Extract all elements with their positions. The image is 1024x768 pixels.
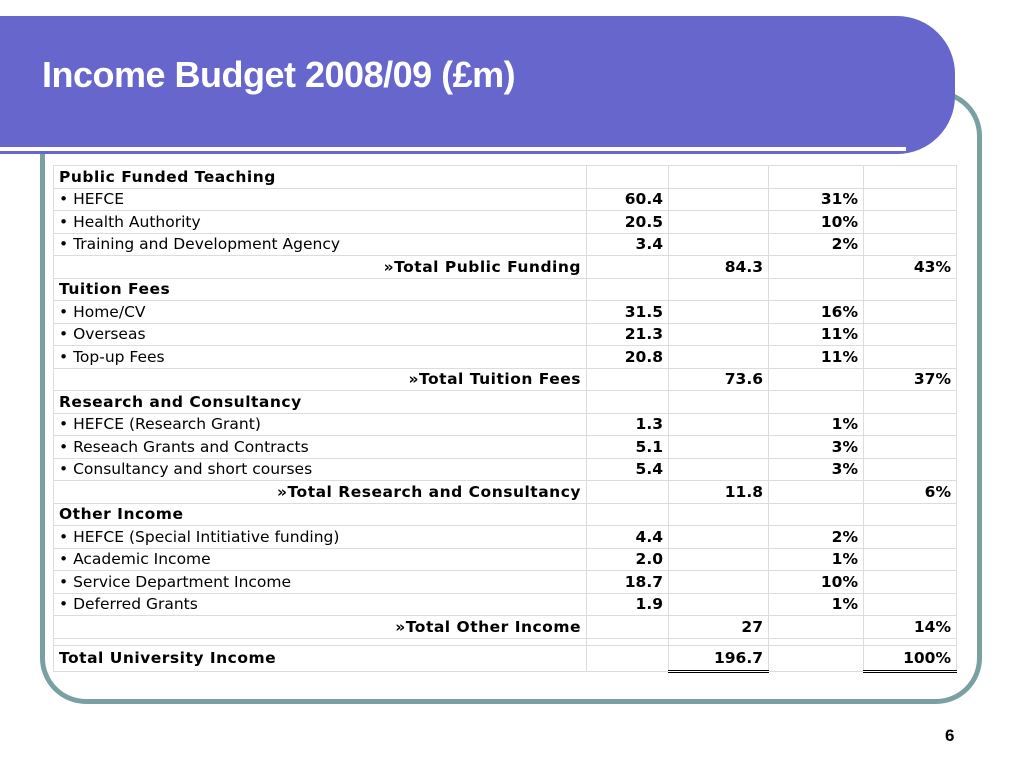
row-percent: 16%: [769, 301, 864, 324]
section-heading: Public Funded Teaching: [54, 166, 587, 189]
row-label: • Academic Income: [54, 548, 587, 571]
spacer-cell: [769, 638, 864, 645]
section-heading: Research and Consultancy: [54, 391, 587, 414]
empty-cell: [769, 503, 864, 526]
spacer-cell: [54, 638, 587, 645]
row-percent: 11%: [769, 323, 864, 346]
empty-cell: [864, 278, 957, 301]
empty-cell: [669, 323, 769, 346]
empty-cell: [769, 481, 864, 504]
subtotal-label: »Total Tuition Fees: [54, 368, 587, 391]
section-heading: Tuition Fees: [54, 278, 587, 301]
empty-cell: [669, 436, 769, 459]
row-value: 4.4: [587, 526, 669, 549]
empty-cell: [769, 278, 864, 301]
empty-cell: [587, 256, 669, 279]
empty-cell: [769, 616, 864, 639]
table-row: [54, 526, 957, 549]
empty-cell: [864, 548, 957, 571]
subtotal-percent: 14%: [864, 616, 957, 639]
subtotal-row: [54, 368, 957, 391]
row-label: • Top-up Fees: [54, 346, 587, 369]
empty-cell: [864, 413, 957, 436]
empty-cell: [587, 645, 669, 671]
empty-cell: [669, 503, 769, 526]
empty-cell: [864, 526, 957, 549]
empty-cell: [864, 301, 957, 324]
row-label: • Health Authority: [54, 211, 587, 234]
title-underline: [0, 147, 906, 151]
row-label: • HEFCE (Special Intitiative funding): [54, 526, 587, 549]
grand-total-percent: 100%: [864, 645, 957, 671]
row-percent: 1%: [769, 593, 864, 616]
subtotal-percent: 43%: [864, 256, 957, 279]
empty-cell: [669, 571, 769, 594]
row-percent: 3%: [769, 436, 864, 459]
table-row: [54, 458, 957, 481]
empty-cell: [864, 391, 957, 414]
grand-total-row: [54, 645, 957, 671]
row-value: 2.0: [587, 548, 669, 571]
row-value: 3.4: [587, 233, 669, 256]
empty-cell: [669, 211, 769, 234]
empty-cell: [769, 256, 864, 279]
empty-cell: [587, 481, 669, 504]
empty-cell: [864, 436, 957, 459]
row-value: 5.1: [587, 436, 669, 459]
row-value: 1.3: [587, 413, 669, 436]
row-label: • Training and Development Agency: [54, 233, 587, 256]
subtotal-percent: 37%: [864, 368, 957, 391]
row-value: 1.9: [587, 593, 669, 616]
spacer-row: [54, 638, 957, 645]
empty-cell: [669, 346, 769, 369]
table-row: [54, 211, 957, 234]
grand-total-label: Total University Income: [54, 645, 587, 671]
row-percent: 2%: [769, 526, 864, 549]
empty-cell: [864, 593, 957, 616]
row-label: • Deferred Grants: [54, 593, 587, 616]
empty-cell: [669, 233, 769, 256]
empty-cell: [864, 458, 957, 481]
section-heading-row: [54, 166, 957, 189]
section-heading: Other Income: [54, 503, 587, 526]
spacer-cell: [669, 638, 769, 645]
row-percent: 1%: [769, 413, 864, 436]
slide-number: 6: [945, 726, 955, 745]
row-percent: 2%: [769, 233, 864, 256]
table-row: [54, 571, 957, 594]
grand-total-value: 196.7: [669, 645, 769, 671]
table-row: [54, 593, 957, 616]
empty-cell: [669, 413, 769, 436]
empty-cell: [587, 391, 669, 414]
table-row: [54, 413, 957, 436]
empty-cell: [864, 346, 957, 369]
empty-cell: [864, 233, 957, 256]
empty-cell: [587, 368, 669, 391]
subtotal-label: »Total Research and Consultancy: [54, 481, 587, 504]
empty-cell: [769, 166, 864, 189]
row-percent: 1%: [769, 548, 864, 571]
row-label: • Overseas: [54, 323, 587, 346]
row-label: • Reseach Grants and Contracts: [54, 436, 587, 459]
subtotal-label: »Total Public Funding: [54, 256, 587, 279]
table-row: [54, 301, 957, 324]
subtotal-percent: 6%: [864, 481, 957, 504]
empty-cell: [669, 526, 769, 549]
row-percent: 10%: [769, 211, 864, 234]
row-value: 31.5: [587, 301, 669, 324]
empty-cell: [669, 391, 769, 414]
section-heading-row: [54, 391, 957, 414]
empty-cell: [587, 616, 669, 639]
empty-cell: [669, 593, 769, 616]
empty-cell: [587, 503, 669, 526]
subtotal-value: 27: [669, 616, 769, 639]
empty-cell: [769, 368, 864, 391]
section-heading-row: [54, 503, 957, 526]
income-budget-table: [53, 165, 957, 673]
slide-title: Income Budget 2008/09 (£m): [42, 54, 516, 95]
empty-cell: [864, 503, 957, 526]
empty-cell: [669, 301, 769, 324]
table-row: [54, 323, 957, 346]
table-row: [54, 188, 957, 211]
spacer-cell: [864, 638, 957, 645]
row-percent: 3%: [769, 458, 864, 481]
empty-cell: [864, 323, 957, 346]
empty-cell: [864, 188, 957, 211]
row-value: 5.4: [587, 458, 669, 481]
subtotal-value: 11.8: [669, 481, 769, 504]
row-label: • Service Department Income: [54, 571, 587, 594]
table-row: [54, 548, 957, 571]
empty-cell: [669, 188, 769, 211]
empty-cell: [864, 211, 957, 234]
row-value: 21.3: [587, 323, 669, 346]
row-percent: 31%: [769, 188, 864, 211]
empty-cell: [769, 645, 864, 671]
row-percent: 11%: [769, 346, 864, 369]
empty-cell: [864, 571, 957, 594]
row-value: 20.5: [587, 211, 669, 234]
subtotal-row: [54, 481, 957, 504]
row-percent: 10%: [769, 571, 864, 594]
subtotal-value: 84.3: [669, 256, 769, 279]
empty-cell: [587, 166, 669, 189]
table-row: [54, 346, 957, 369]
empty-cell: [587, 278, 669, 301]
title-band: [0, 16, 955, 154]
section-heading-row: [54, 278, 957, 301]
subtotal-row: [54, 256, 957, 279]
empty-cell: [669, 278, 769, 301]
row-label: • HEFCE (Research Grant): [54, 413, 587, 436]
table-row: [54, 436, 957, 459]
row-value: 60.4: [587, 188, 669, 211]
table-row: [54, 233, 957, 256]
row-value: 20.8: [587, 346, 669, 369]
row-label: • HEFCE: [54, 188, 587, 211]
row-label: • Home/CV: [54, 301, 587, 324]
empty-cell: [669, 458, 769, 481]
subtotal-row: [54, 616, 957, 639]
subtotal-value: 73.6: [669, 368, 769, 391]
row-value: 18.7: [587, 571, 669, 594]
empty-cell: [669, 548, 769, 571]
empty-cell: [864, 166, 957, 189]
row-label: • Consultancy and short courses: [54, 458, 587, 481]
subtotal-label: »Total Other Income: [54, 616, 587, 639]
empty-cell: [669, 166, 769, 189]
empty-cell: [769, 391, 864, 414]
spacer-cell: [587, 638, 669, 645]
income-budget-table-body: [54, 166, 957, 672]
